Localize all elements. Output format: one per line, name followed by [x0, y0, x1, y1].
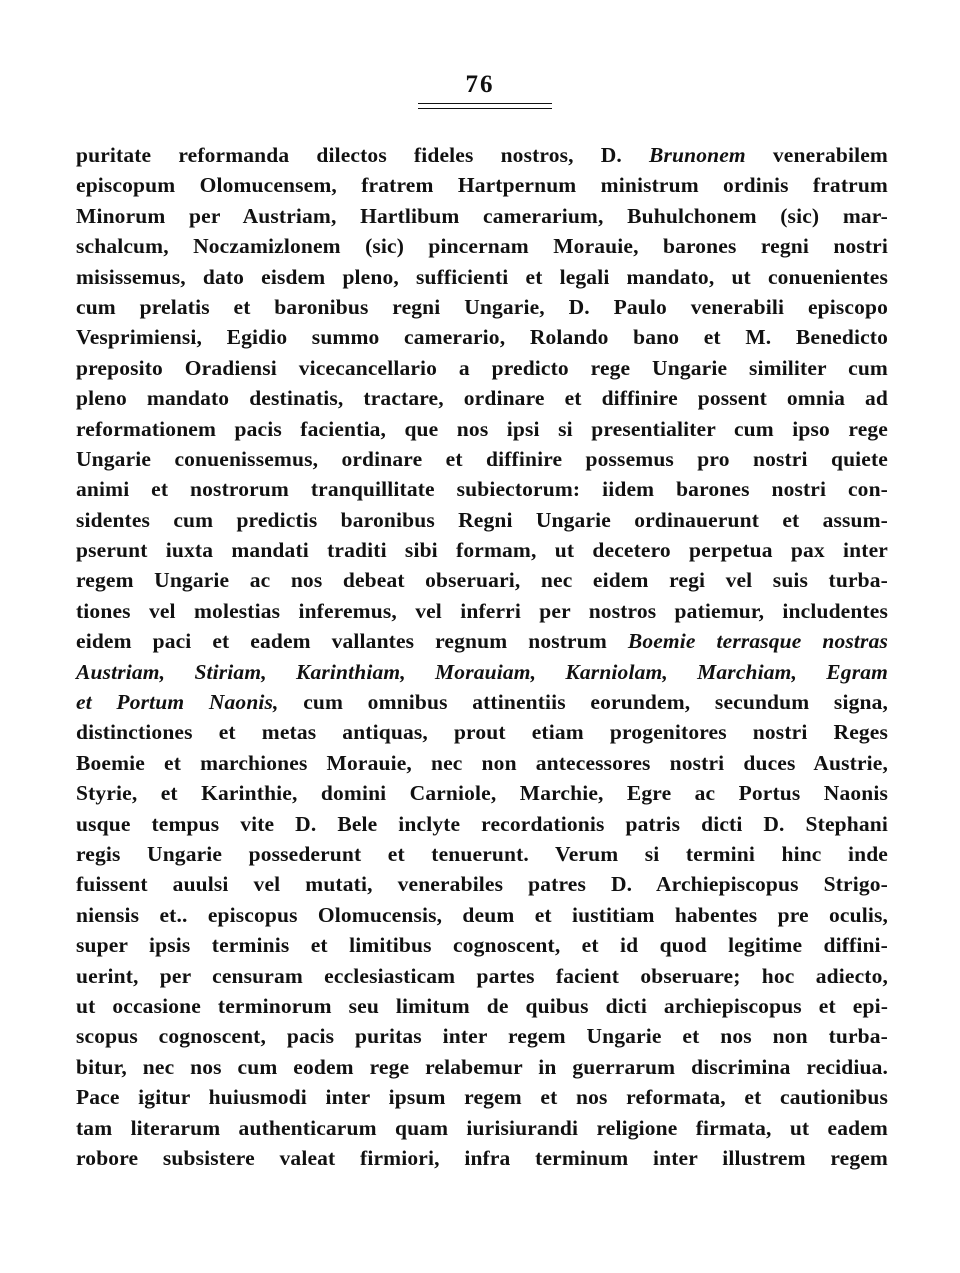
text-line [76, 322, 888, 352]
text-span: bitur, nec nos cum eodem rege relabemur in guerrarum discrimina recidiua. [76, 1054, 888, 1079]
text-line [76, 748, 888, 778]
text-span: niensis et.. episcopus Olomucensis, deum et iustitiam habentes pre oculis, [76, 902, 888, 927]
text-line [76, 596, 888, 626]
text-span: cum omnibus attinentiis eorundem, secundum signa, [278, 690, 889, 715]
text-span: sidentes cum predictis baronibus Regni Ungarie ordinauerunt et assum- [76, 507, 888, 532]
text-span: pleno mandato destinatis, tractare, ordinare et diffinire possent omnia ad [76, 386, 888, 411]
text-span: preposito Oradiensi vicecancellario a predicto rege Ungarie similiter cum [76, 355, 888, 380]
text-line [76, 535, 888, 565]
text-span: Minorum per Austriam, Hartlibum camerarium, Buhulchonem (sic) mar- [76, 203, 888, 228]
italic-text-span: Brunonem [649, 143, 746, 167]
text-line [76, 383, 888, 413]
text-line [76, 565, 888, 595]
text-span: misissemus, dato eisdem pleno, sufficienti et legali mandato, ut conuenientes [76, 264, 888, 289]
text-line [76, 231, 888, 261]
text-line [76, 444, 888, 474]
text-line [76, 353, 888, 383]
text-span: venerabilem [745, 143, 888, 167]
text-span: episcopum Olomucensem, fratrem Hartpernum ministrum ordinis fratrum [76, 173, 888, 198]
text-span: uerint, per censuram ecclesiasticam partes facient obseruare; hoc adiecto, [76, 963, 888, 988]
text-line [76, 414, 888, 444]
text-line [76, 140, 888, 170]
text-span: Ungarie conuenissemus, ordinare et diffinire possemus pro nostri quiete [76, 446, 888, 471]
text-span: distinctiones et metas antiquas, prout etiam progenitores nostri Reges [76, 720, 888, 745]
text-span: robore subsistere valeat firmiori, infra terminum inter illustrem regem [76, 1145, 888, 1170]
text-line [76, 1082, 888, 1112]
header-rule [418, 103, 552, 109]
text-span: Boemie et marchiones Morauie, nec non antecessores nostri duces Austrie, [76, 750, 888, 775]
text-span: ut occasione terminorum seu limitum de quibus dicti archiepiscopus et epi- [76, 993, 888, 1018]
body-text [76, 140, 888, 1173]
text-span: tam literarum authenticarum quam iurisiurandi religione firmata, ut eadem [76, 1115, 888, 1140]
text-line [76, 1052, 888, 1082]
text-line [76, 1021, 888, 1051]
text-line [76, 201, 888, 231]
text-span: super ipsis terminis et limitibus cognoscent, et id quod legitime diffini- [76, 933, 888, 958]
text-line [76, 170, 888, 200]
text-line [76, 474, 888, 504]
text-span: schalcum, Noczamizlonem (sic) pincernam Morauie, barones regni nostri [76, 234, 888, 259]
text-line [76, 717, 888, 747]
text-line [76, 778, 888, 808]
text-line [76, 262, 888, 292]
text-span: usque tempus vite D. Bele inclyte recordationis patris dicti D. Stephani [76, 811, 888, 836]
text-span: fuissent auulsi vel mutati, venerabiles patres D. Archiepiscopus Strigo- [76, 872, 888, 897]
text-span: eidem paci et eadem vallantes regnum nostrum [76, 629, 628, 654]
text-span: cum prelatis et baronibus regni Ungarie, D. Paulo venerabili episcopo [76, 294, 888, 319]
text-line [76, 961, 888, 991]
text-line [76, 292, 888, 322]
italic-text-span: Boemie terrasque nostras [627, 629, 888, 654]
text-span: Pace igitur huiusmodi inter ipsum regem et nos reformata, et cautionibus [76, 1085, 888, 1110]
page-number: 76 [465, 71, 495, 98]
text-span: scopus cognoscent, pacis puritas inter regem Ungarie et nos non turba- [76, 1024, 888, 1049]
text-span: tiones vel molestias inferemus, vel inferri per nostros patiemur, includentes [76, 598, 888, 623]
text-line [76, 900, 888, 930]
text-line [76, 991, 888, 1021]
page-header [0, 70, 960, 100]
text-line [76, 505, 888, 535]
text-line [76, 809, 888, 839]
text-span: animi et nostrorum tranquillitate subiectorum: iidem barones nostri con- [76, 477, 888, 502]
text-span: reformationem pacis facientia, que nos ipsi si presentialiter cum ipso rege [76, 416, 888, 441]
text-line [76, 1143, 888, 1173]
text-span: puritate reformanda dilectos fideles nostros, D. [76, 143, 650, 167]
text-span: Styrie, et Karinthie, domini Carniole, Marchie, Egre ac Portus Naonis [76, 781, 888, 806]
text-span: Vesprimiensi, Egidio summo camerario, Rolando bano et M. Benedicto [76, 325, 888, 350]
text-line [76, 626, 888, 656]
text-span: pserunt iuxta mandati traditi sibi formam, ut decetero perpetua pax inter [76, 538, 888, 563]
text-span: regem Ungarie ac nos debeat obseruari, nec eidem regi vel suis turba- [76, 568, 888, 593]
text-line [76, 839, 888, 869]
text-line [76, 687, 888, 717]
italic-text-span: et Portum Naonis, [76, 690, 279, 715]
italic-text-span: Austriam, Stiriam, Karinthiam, Morauiam, Karniolam, Marchiam, Egram [76, 659, 888, 684]
text-line [76, 657, 888, 687]
text-line [76, 1113, 888, 1143]
text-line [76, 930, 888, 960]
text-line [76, 869, 888, 899]
text-span: regis Ungarie possederunt et tenuerunt. Verum si termini hinc inde [76, 841, 888, 866]
